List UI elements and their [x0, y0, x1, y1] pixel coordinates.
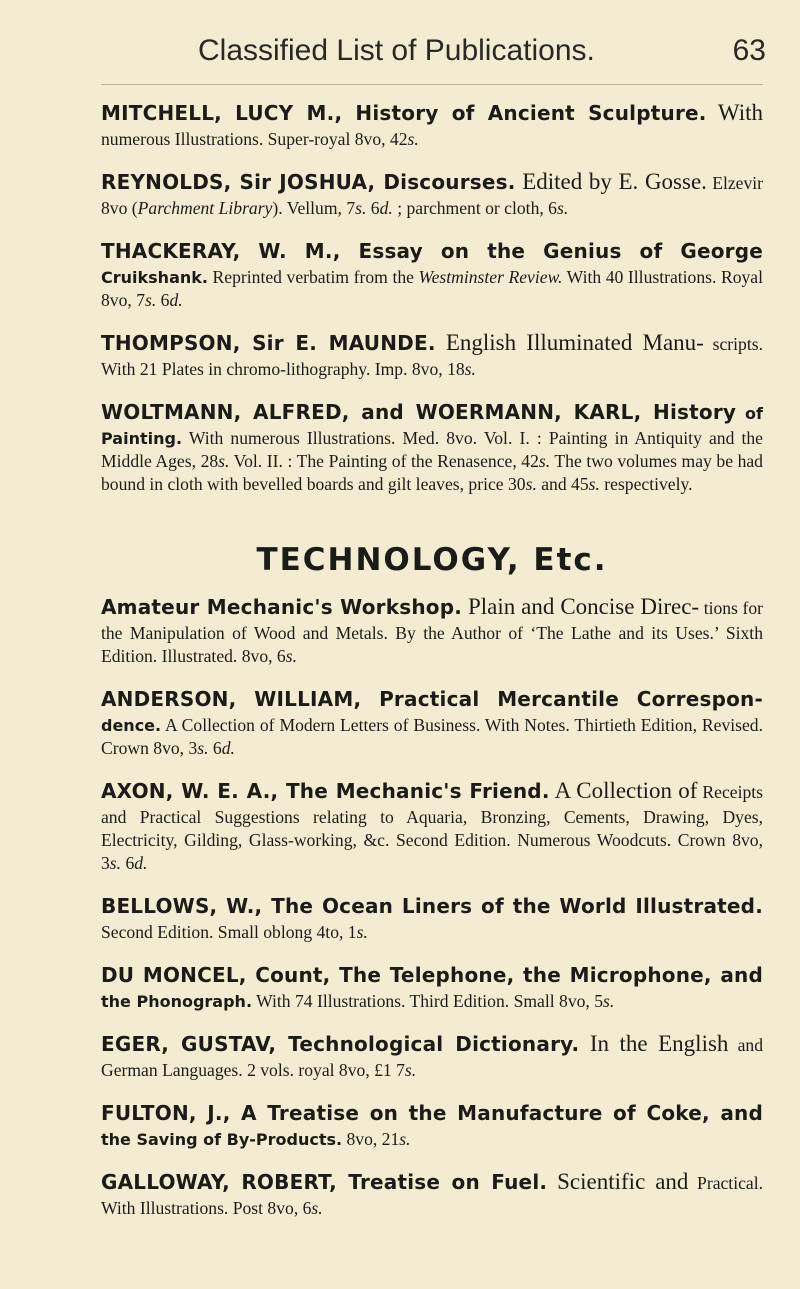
entry-lead-text: A Collection of	[549, 778, 698, 803]
entry-description: With numerous Illustrations. Med. 8vo. Vol. I. : Painting in Antiquity and the Middle Ages, 28s. Vol. II. : The Painting of the Renasence, 42s. The two volumes may be had bound in cloth with bevelled boards and gilt leaves, price 30s. and 45s. respectively.	[101, 428, 763, 494]
catalog-entry	[101, 891, 763, 944]
entry-description: numerous Illustrations. Super-royal 8vo, 42s.	[101, 129, 419, 149]
entry-heading: WOLTMANN, ALFRED, and WOERMANN, KARL, History	[101, 400, 737, 424]
entry-heading-continued: Cruikshank.	[101, 268, 208, 287]
bottom-entries	[101, 592, 763, 1220]
entry-heading: THACKERAY, W. M., Essay on the Genius of George	[101, 239, 763, 263]
entry-text	[101, 98, 763, 151]
entry-description: A Collection of Modern Letters of Business. With Notes. Thirtieth Edition, Revised. Crown 8vo, 3s. 6d.	[101, 715, 763, 758]
catalog-entry	[101, 397, 763, 496]
entry-heading: Amateur Mechanic's Workshop.	[101, 595, 463, 619]
catalog-entry	[101, 592, 763, 668]
entry-heading: EGER, GUSTAV, Technological Dictionary.	[101, 1032, 580, 1056]
catalog-entry	[101, 328, 763, 381]
entry-heading: BELLOWS, W., The Ocean Liners of the World Illustrated.	[101, 894, 763, 918]
page-number: 63	[732, 34, 766, 67]
catalog-entry	[101, 1167, 763, 1220]
catalog-entry	[101, 960, 763, 1013]
entry-description: Second Edition. Small oblong 4to, 1s.	[101, 922, 368, 942]
entry-text	[101, 960, 763, 1013]
entry-text	[101, 891, 763, 944]
entry-text	[101, 592, 763, 668]
entry-heading: FULTON, J., A Treatise on the Manufacture of Coke, and	[101, 1101, 763, 1125]
section-heading: TECHNOLOGY, Etc.	[256, 542, 608, 578]
entry-lead-text: English Illuminated Manu-	[435, 330, 704, 355]
entry-heading-continued: of Painting.	[101, 404, 763, 448]
entry-heading: ANDERSON, WILLIAM, Practical Mercantile Correspon-	[101, 687, 763, 711]
entry-text	[101, 1029, 763, 1082]
entry-heading: MITCHELL, LUCY M., History of Ancient Sculpture.	[101, 101, 707, 125]
entry-heading: GALLOWAY, ROBERT, Treatise on Fuel.	[101, 1170, 548, 1194]
entry-heading: REYNOLDS, Sir JOSHUA, Discourses.	[101, 170, 516, 194]
entry-heading-continued: dence.	[101, 716, 162, 735]
entry-description: tions for the Manipulation of Wood and Metals. By the Author of ‘The Lathe and its Uses.’ Sixth Edition. Illustrated. 8vo, 6s.	[101, 598, 764, 666]
entry-description: Reprinted verbatim from the Westminster Review. With 40 Illustrations. Royal 8vo, 7s. 6d.	[101, 267, 764, 310]
page-header-title: Classified List of Publications.	[198, 34, 595, 67]
running-head	[198, 34, 766, 68]
catalog-entry	[101, 776, 763, 875]
entry-heading: AXON, W. E. A., The Mechanic's Friend.	[101, 779, 550, 803]
entry-heading-continued: the Saving of By-Products.	[101, 1130, 343, 1149]
entry-description: Practical. With Illustrations. Post 8vo, 6s.	[101, 1173, 763, 1218]
entry-lead-text: Plain and Concise Direc-	[462, 594, 700, 619]
entry-lead-text: Scientific and	[547, 1169, 689, 1194]
catalog-entry	[101, 236, 763, 312]
entry-text	[101, 684, 763, 760]
entry-text	[101, 397, 763, 496]
entry-text	[101, 328, 763, 381]
entry-description: 8vo, 21s.	[342, 1129, 411, 1149]
entry-text	[101, 1098, 763, 1151]
entry-lead-text: In the English	[579, 1031, 729, 1056]
entry-text	[101, 1167, 763, 1220]
entry-lead-text: With	[706, 100, 763, 125]
entry-heading-continued: the Phonograph.	[101, 992, 253, 1011]
catalog-entry	[101, 98, 763, 151]
catalog-entry	[101, 1029, 763, 1082]
entry-description: With 74 Illustrations. Third Edition. Small 8vo, 5s.	[252, 991, 615, 1011]
entry-heading: THOMPSON, Sir E. MAUNDE.	[101, 331, 436, 355]
catalog-entry	[101, 167, 763, 220]
catalog-entry	[101, 684, 763, 760]
entry-description: scripts. With 21 Plates in chromo-lithography. Imp. 8vo, 18s.	[101, 334, 763, 379]
header-rule	[101, 84, 763, 85]
entry-text	[101, 236, 763, 312]
entry-lead-text: Edited by E. Gosse.	[515, 169, 707, 194]
entry-text	[101, 167, 763, 220]
top-entries	[101, 98, 763, 496]
entry-description: Elzevir 8vo (Parchment Library). Vellum, 7s. 6d. ; parchment or cloth, 6s.	[101, 173, 763, 218]
publication-list	[101, 98, 763, 1236]
entry-description: Receipts and Practical Suggestions relating to Aquaria, Bronzing, Cements, Drawing, Dyes, Electricity, Gilding, Glass-working, &c. Second Edition. Numerous Woodcuts. Crown 8vo, 3s. 6d.	[101, 782, 763, 873]
catalog-entry	[101, 1098, 763, 1151]
entry-text	[101, 776, 763, 875]
entry-description: and German Languages. 2 vols. royal 8vo, £1 7s.	[101, 1035, 763, 1080]
entry-heading: DU MONCEL, Count, The Telephone, the Microphone, and	[101, 963, 763, 987]
